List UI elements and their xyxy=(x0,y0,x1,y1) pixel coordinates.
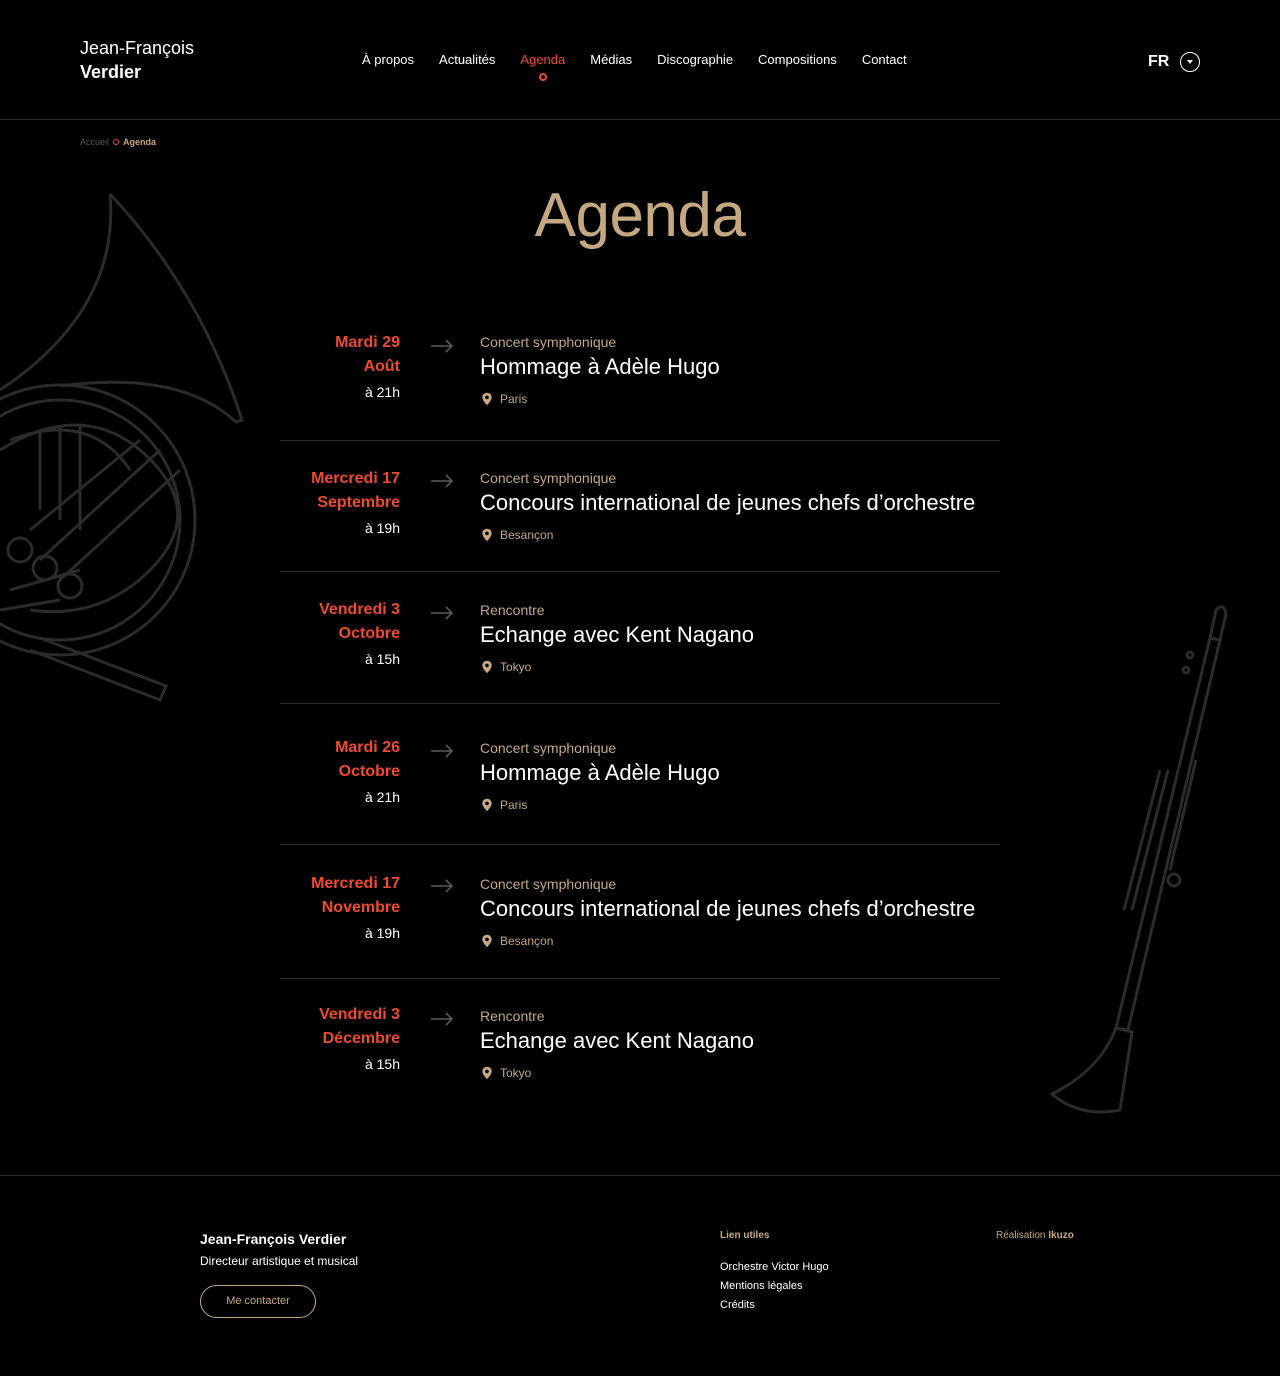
event-item[interactable] xyxy=(280,845,1000,979)
event-date xyxy=(240,598,400,671)
footer-name: Jean-François Verdier xyxy=(200,1231,347,1247)
language-code: FR xyxy=(1148,53,1170,70)
event-location-label: Paris xyxy=(500,798,528,812)
event-title[interactable]: Concours international de jeunes chefs d’orchestre xyxy=(480,490,976,515)
event-title[interactable]: Hommage à Adèle Hugo xyxy=(480,354,720,379)
site-footer xyxy=(0,1175,1280,1376)
main-nav xyxy=(362,52,907,67)
arrow-right-icon[interactable] xyxy=(430,879,454,893)
event-location xyxy=(480,528,1020,542)
event-item[interactable] xyxy=(280,979,1000,1099)
event-time: à 19h xyxy=(364,925,400,941)
site-logo[interactable] xyxy=(80,36,194,84)
event-day: Mardi 29 xyxy=(335,334,400,351)
contact-button[interactable]: Me contacter xyxy=(200,1285,316,1318)
clarinet-illustration xyxy=(1040,600,1240,1120)
event-time: à 21h xyxy=(364,789,400,805)
event-info xyxy=(480,738,1020,812)
event-title[interactable]: Echange avec Kent Nagano xyxy=(480,622,754,647)
footer-role: Directeur artistique et musical xyxy=(200,1254,359,1268)
logo-first-name: Jean-François xyxy=(80,38,195,58)
event-location-label: Besançon xyxy=(500,934,554,948)
event-location xyxy=(480,660,1020,674)
event-item[interactable] xyxy=(280,704,1000,845)
event-date xyxy=(240,467,400,540)
event-date xyxy=(240,872,400,945)
event-info xyxy=(480,874,1020,948)
event-title[interactable]: Echange avec Kent Nagano xyxy=(480,1028,754,1053)
event-title[interactable]: Hommage à Adèle Hugo xyxy=(480,760,720,785)
event-month: Août xyxy=(363,358,400,375)
event-date xyxy=(240,1003,400,1076)
event-category: Concert symphonique xyxy=(480,740,617,756)
footer-link-mentions[interactable]: Mentions légales xyxy=(720,1280,803,1292)
event-location xyxy=(480,392,1020,406)
event-location xyxy=(480,934,1020,948)
event-info xyxy=(480,600,1020,674)
arrow-right-icon[interactable] xyxy=(430,339,454,353)
nav-item-compositions[interactable]: Compositions xyxy=(758,52,837,67)
event-date xyxy=(240,331,400,404)
chevron-down-icon[interactable] xyxy=(1180,52,1200,72)
event-item[interactable] xyxy=(280,572,1000,704)
event-location xyxy=(480,798,1020,812)
event-item[interactable] xyxy=(280,310,1000,441)
event-location-label: Paris xyxy=(500,392,528,406)
event-location-label: Tokyo xyxy=(500,1066,532,1080)
event-info xyxy=(480,332,1020,406)
nav-item-contact[interactable]: Contact xyxy=(861,52,907,67)
breadcrumb-current: Agenda xyxy=(123,137,157,147)
nav-item-medias[interactable]: Médias xyxy=(590,52,633,67)
location-pin-icon xyxy=(480,528,494,542)
event-day: Vendredi 3 xyxy=(319,601,400,618)
event-title[interactable]: Concours international de jeunes chefs d’orchestre xyxy=(480,896,976,921)
event-location xyxy=(480,1066,1020,1080)
footer-credit xyxy=(996,1230,1074,1241)
event-month: Octobre xyxy=(338,625,400,642)
event-month: Septembre xyxy=(317,494,400,511)
event-time: à 15h xyxy=(364,651,400,667)
event-month: Décembre xyxy=(322,1030,400,1047)
event-day: Mardi 26 xyxy=(335,739,400,756)
event-time: à 15h xyxy=(364,1056,400,1072)
event-location-label: Tokyo xyxy=(500,660,532,674)
location-pin-icon xyxy=(480,1066,494,1080)
location-pin-icon xyxy=(480,934,494,948)
page-title: Agenda xyxy=(534,181,746,250)
event-day: Mercredi 17 xyxy=(311,875,400,892)
footer-credit-link[interactable]: Ikuzo xyxy=(1048,1230,1074,1241)
footer-link-credits[interactable]: Crédits xyxy=(720,1299,755,1311)
event-category: Rencontre xyxy=(480,602,545,618)
event-day: Mercredi 17 xyxy=(311,470,400,487)
arrow-right-icon[interactable] xyxy=(430,606,454,620)
footer-links-title: Lien utiles xyxy=(720,1230,770,1241)
event-info xyxy=(480,468,1020,542)
event-info xyxy=(480,1006,1020,1080)
event-category: Concert symphonique xyxy=(480,334,617,350)
event-time: à 19h xyxy=(364,520,400,536)
event-month: Octobre xyxy=(338,763,400,780)
breadcrumb-separator-icon xyxy=(113,139,119,145)
event-time: à 21h xyxy=(364,384,400,400)
arrow-right-icon[interactable] xyxy=(430,1012,454,1026)
agenda-list xyxy=(280,310,1000,1099)
event-day: Vendredi 3 xyxy=(319,1006,400,1023)
site-header xyxy=(0,0,1280,120)
nav-item-agenda-label: Agenda xyxy=(520,52,566,67)
event-category: Rencontre xyxy=(480,1008,545,1024)
nav-item-discographie[interactable]: Discographie xyxy=(657,52,734,67)
location-pin-icon xyxy=(480,798,494,812)
event-category: Concert symphonique xyxy=(480,470,617,486)
arrow-right-icon[interactable] xyxy=(430,744,454,758)
event-item[interactable] xyxy=(280,441,1000,572)
nav-item-actualites[interactable]: Actualités xyxy=(439,52,496,67)
breadcrumb xyxy=(80,137,156,147)
breadcrumb-home[interactable]: Accueil xyxy=(80,137,110,147)
nav-item-a-propos[interactable]: À propos xyxy=(362,52,415,67)
location-pin-icon xyxy=(480,660,494,674)
event-location-label: Besançon xyxy=(500,528,554,542)
footer-credit-prefix: Réalisation xyxy=(996,1230,1046,1241)
language-selector[interactable] xyxy=(1148,52,1200,72)
nav-item-agenda[interactable] xyxy=(520,52,565,67)
event-category: Concert symphonique xyxy=(480,876,617,892)
footer-link-orchestre[interactable]: Orchestre Victor Hugo xyxy=(720,1261,829,1273)
event-date xyxy=(240,736,400,809)
active-indicator-icon xyxy=(539,73,547,81)
location-pin-icon xyxy=(480,392,494,406)
event-month: Novembre xyxy=(321,899,400,916)
footer-links xyxy=(720,1258,829,1315)
logo-last-name: Verdier xyxy=(80,62,142,82)
french-horn-illustration xyxy=(0,190,250,720)
arrow-right-icon[interactable] xyxy=(430,474,454,488)
